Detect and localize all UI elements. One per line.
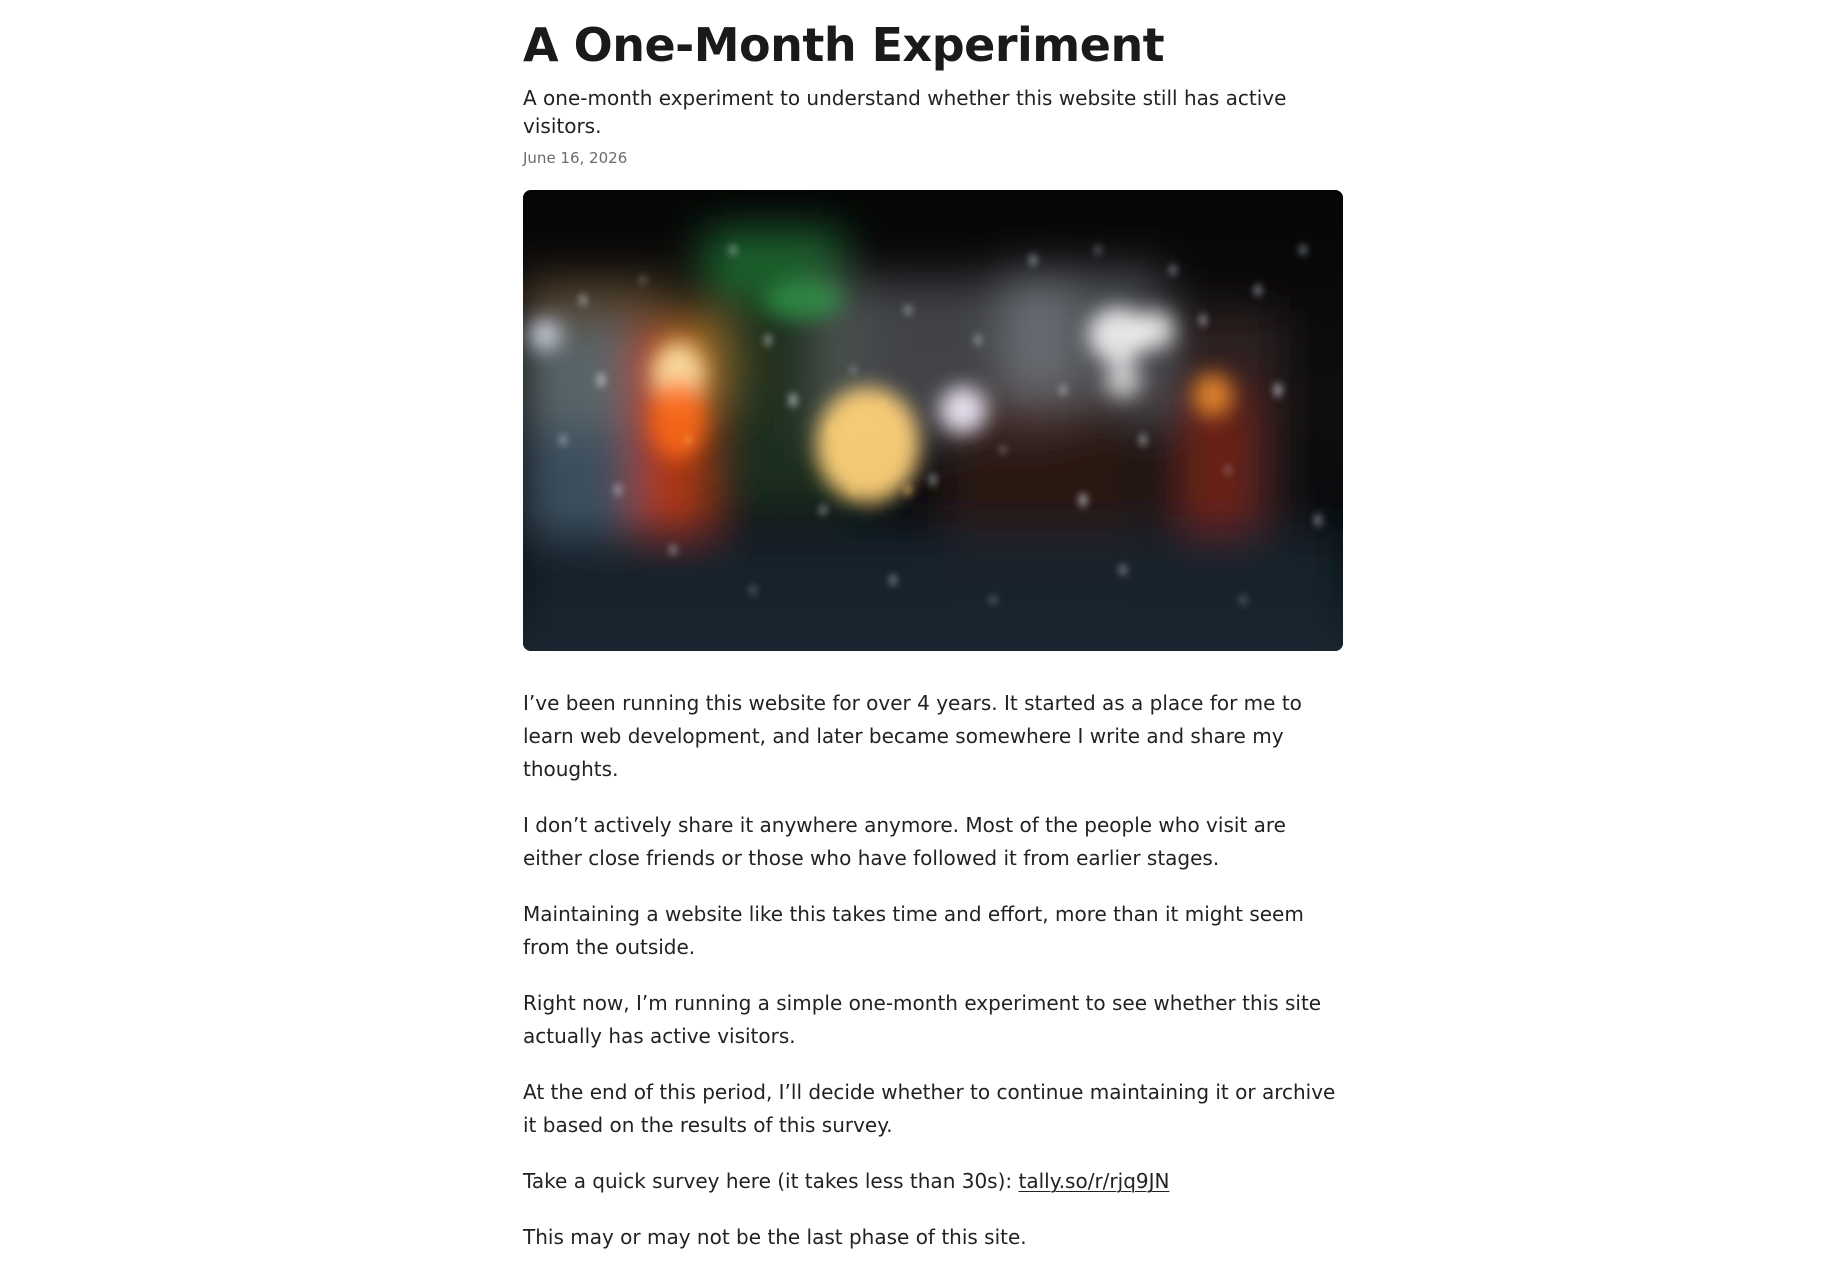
paragraph: I’ve been running this website for over 4 years. It started as a place for me to learn web development, and later became somewhere I write and share my thoughts. [523, 691, 1302, 781]
survey-paragraph [523, 1165, 1343, 1198]
hero-image [523, 190, 1343, 651]
closing-paragraph: This may or may not be the last phase of this site. [523, 1225, 1027, 1249]
paragraph: Right now, I’m running a simple one-month experiment to see whether this site actually has active visitors. [523, 991, 1322, 1048]
paragraph: At the end of this period, I’ll decide whether to continue maintaining it or archive it based on the results of this survey. [523, 1080, 1336, 1137]
publish-date: June 16, 2026 [523, 149, 628, 167]
paragraph: Maintaining a website like this takes time and effort, more than it might seem from the outside. [523, 902, 1304, 959]
survey-prefix: Take a quick survey here (it takes less than 30s): [523, 1169, 1019, 1193]
article-body [523, 687, 1343, 1254]
rain-window-photo [523, 190, 1343, 651]
page-title: A One-Month Experiment [523, 18, 1165, 72]
survey-link[interactable]: tally.so/r/rjq9JN [1018, 1169, 1170, 1193]
article [523, 0, 1343, 1277]
paragraph: I don’t actively share it anywhere anymore. Most of the people who visit are either close friends or those who have followed it from earlier stages. [523, 813, 1286, 870]
article-subtitle: A one-month experiment to understand whether this website still has active visitors. [523, 86, 1287, 138]
